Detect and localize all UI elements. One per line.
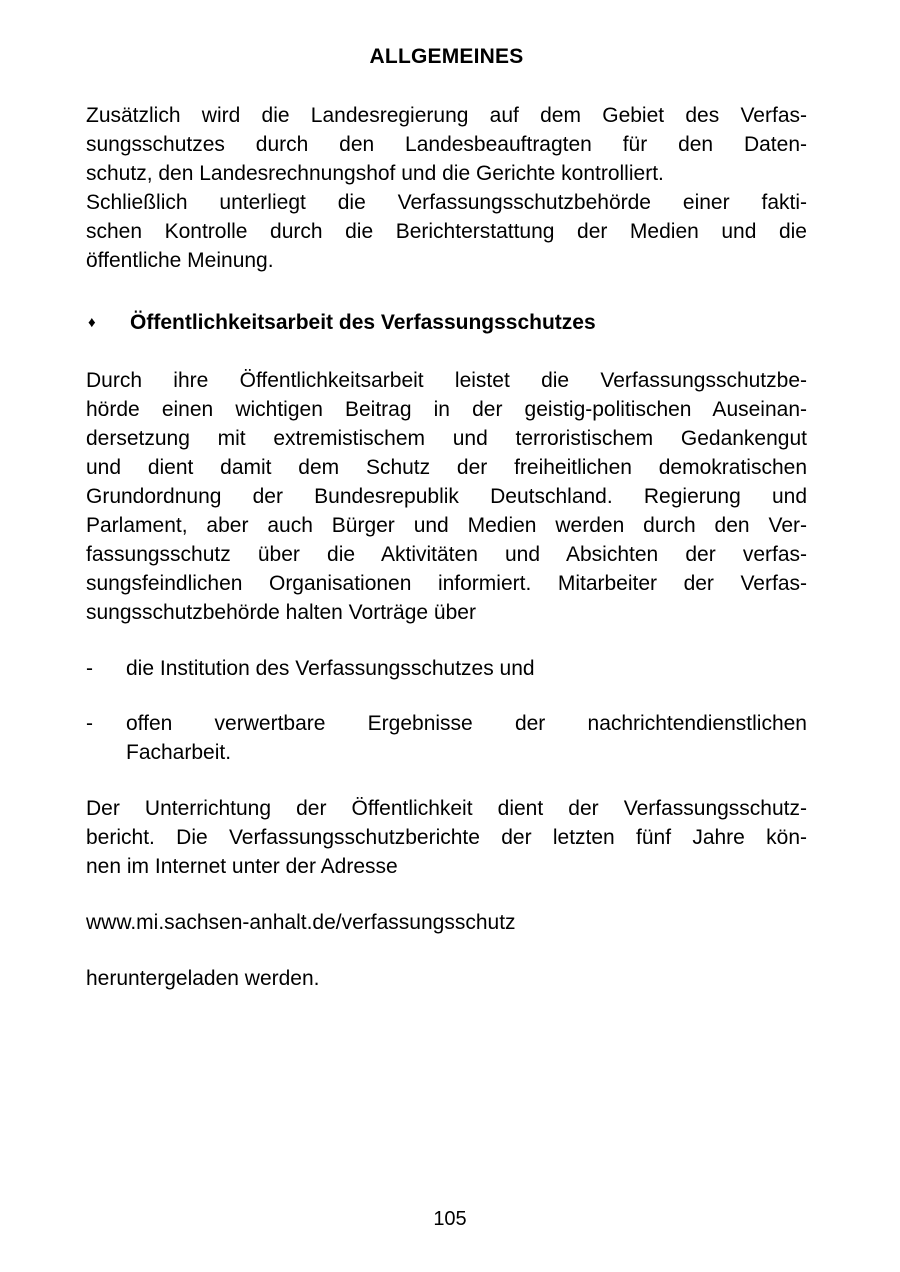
text-line: nen im Internet unter der Adresse [86,855,398,878]
section-heading-text: Öffentlichkeitsarbeit des Verfassungsschutzes [130,311,596,334]
document-page [86,42,807,993]
text-line: sungsschutzbehörde halten Vorträge über [86,601,476,624]
page-number: 105 [433,1208,467,1230]
list-item [86,654,807,683]
body-paragraph [86,366,807,627]
closing-sentence: heruntergeladen werden. [86,967,320,990]
text-line: Grundordnung der Bundesrepublik Deutschland. Regierung und [86,485,807,508]
text-line: Schließlich unterliegt die Verfassungsschutzbehörde einer fakti- [86,191,807,214]
text-line: Durch ihre Öffentlichkeitsarbeit leistet die Verfassungsschutzbe- [86,369,807,392]
list-item-text: die Institution des Verfassungsschutzes und [126,657,535,680]
intro-paragraph [86,101,807,275]
text-line: fassungsschutz über die Aktivitäten und Absichten der verfas- [86,543,807,566]
text-line: öffentliche Meinung. [86,249,274,272]
text-line: bericht. Die Verfassungsschutzberichte der letzten fünf Jahre kön- [86,826,807,849]
diamond-bullet-icon: ♦ [88,314,96,331]
text-line: schutz, den Landesrechnungshof und die Gerichte kontrolliert. [86,162,664,185]
text-line: hörde einen wichtigen Beitrag in der geistig-politischen Auseinan- [86,398,807,421]
text-line: Zusätzlich wird die Landesregierung auf dem Gebiet des Verfas- [86,104,807,127]
list-dash: - [86,712,93,735]
text-line: sungsfeindlichen Organisationen informiert. Mitarbeiter der Verfas- [86,572,807,595]
text-line: schen Kontrolle durch die Berichterstattung der Medien und die [86,220,807,243]
page-title: ALLGEMEINES [369,45,524,68]
list-item-text: offen verwertbare Ergebnisse der nachrichtendienstlichen [126,712,807,735]
list-item [86,709,807,767]
closing-paragraph [86,794,807,881]
text-line: sungsschutzes durch den Landesbeauftragten für den Daten- [86,133,807,156]
text-line: Der Unterrichtung der Öffentlichkeit dient der Verfassungsschutz- [86,797,807,820]
section-heading [86,308,807,338]
text-line: Parlament, aber auch Bürger und Medien werden durch den Ver- [86,514,807,537]
text-line: dersetzung mit extremistischem und terroristischem Gedankengut [86,427,807,450]
text-line: und dient damit dem Schutz der freiheitlichen demokratischen [86,456,807,479]
list-dash: - [86,657,93,680]
list-item-text: Facharbeit. [126,741,232,764]
website-url: www.mi.sachsen-anhalt.de/verfassungsschutz [86,911,516,934]
